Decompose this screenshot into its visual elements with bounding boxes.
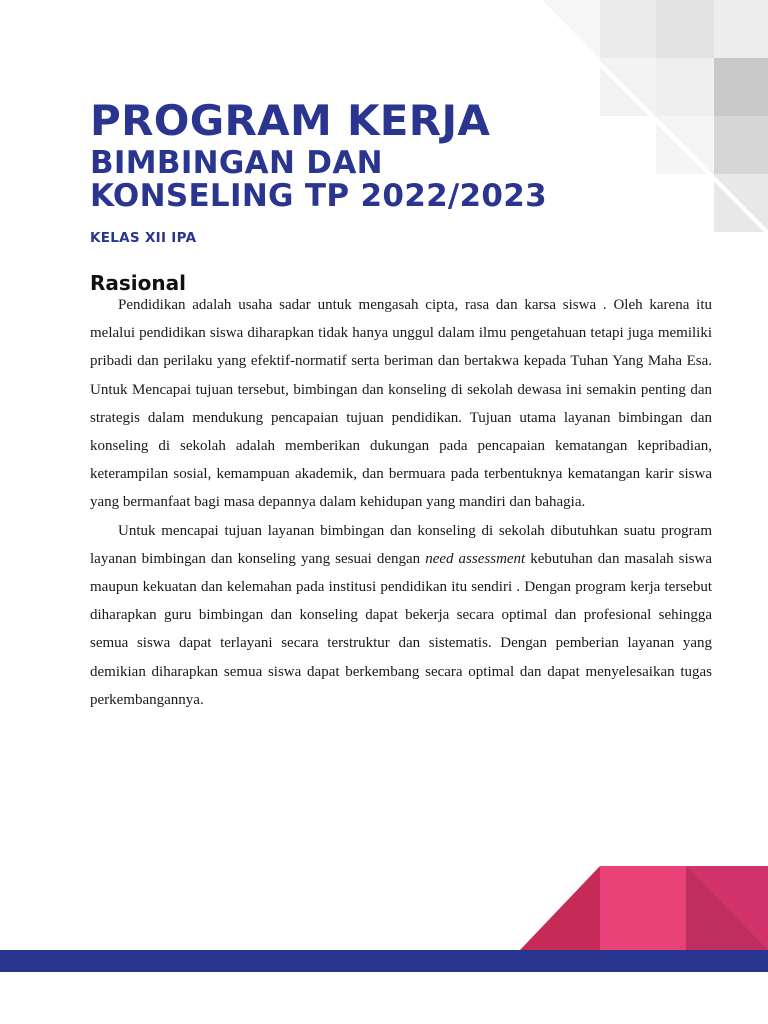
section-body — [90, 291, 712, 714]
paragraph-1: Pendidikan adalah usaha sadar untuk mengasah cipta, rasa dan karsa siswa . Oleh karena itu melalui pendidikan siswa diharapkan tidak hanya unggul dalam ilmu pengetahuan tetapi juga memiliki pribadi dan perilaku yang efektif-normatif serta beriman dan bertakwa kepada Tuhan Yang Maha Esa. Untuk Mencapai tujuan tersebut, bimbingan dan konseling di sekolah dewasa ini semakin penting dan strategis dalam mendukung pencapaian tujuan pendidikan. Tujuan utama layanan bimbingan dan konseling di sekolah adalah memberikan dukungan pada pencapaian kematangan kepribadian, keterampilan sosial, kemampuan akademik, dan bermuara pada terbentuknya kematangan karir siswa yang bermanfaat bagi masa depannya dalam kehidupan yang mandiri dan bahagia. — [90, 297, 712, 511]
paragraph-2-end: kebutuhan dan masalah siswa maupun kekuatan dan kelemahan pada institusi pendidikan itu sendiri . Dengan program kerja tersebut diharapkan guru bimbingan dan konseling dapat bekerja secara optimal dan profesional sehingga semua siswa dapat terlayani secara terstruktur dan sistematis. Dengan pemberian layanan yang demikian diharapkan semua siswa dapat berkembang secara optimal dan dapat menyelesaikan tugas perkembangannya. — [90, 550, 713, 708]
paragraph-2-italic: need assessment — [425, 550, 526, 567]
paragraph-2-start: Untuk mencapai tujuan layanan bimbingan dan konseling di sekolah dibutuhkan suatu program layanan bimbingan dan konseling yang sesuai dengan — [90, 522, 712, 567]
page-title: PROGRAM KERJA — [90, 96, 491, 145]
paragraph-2 — [90, 517, 712, 714]
title-block — [90, 96, 650, 247]
footer-band — [0, 950, 768, 972]
class-label: KELAS XII IPA — [90, 230, 197, 246]
page-subtitle: BIMBINGAN DAN KONSELING TP 2022/2023 — [90, 145, 548, 214]
section-heading: Rasional — [90, 271, 186, 295]
